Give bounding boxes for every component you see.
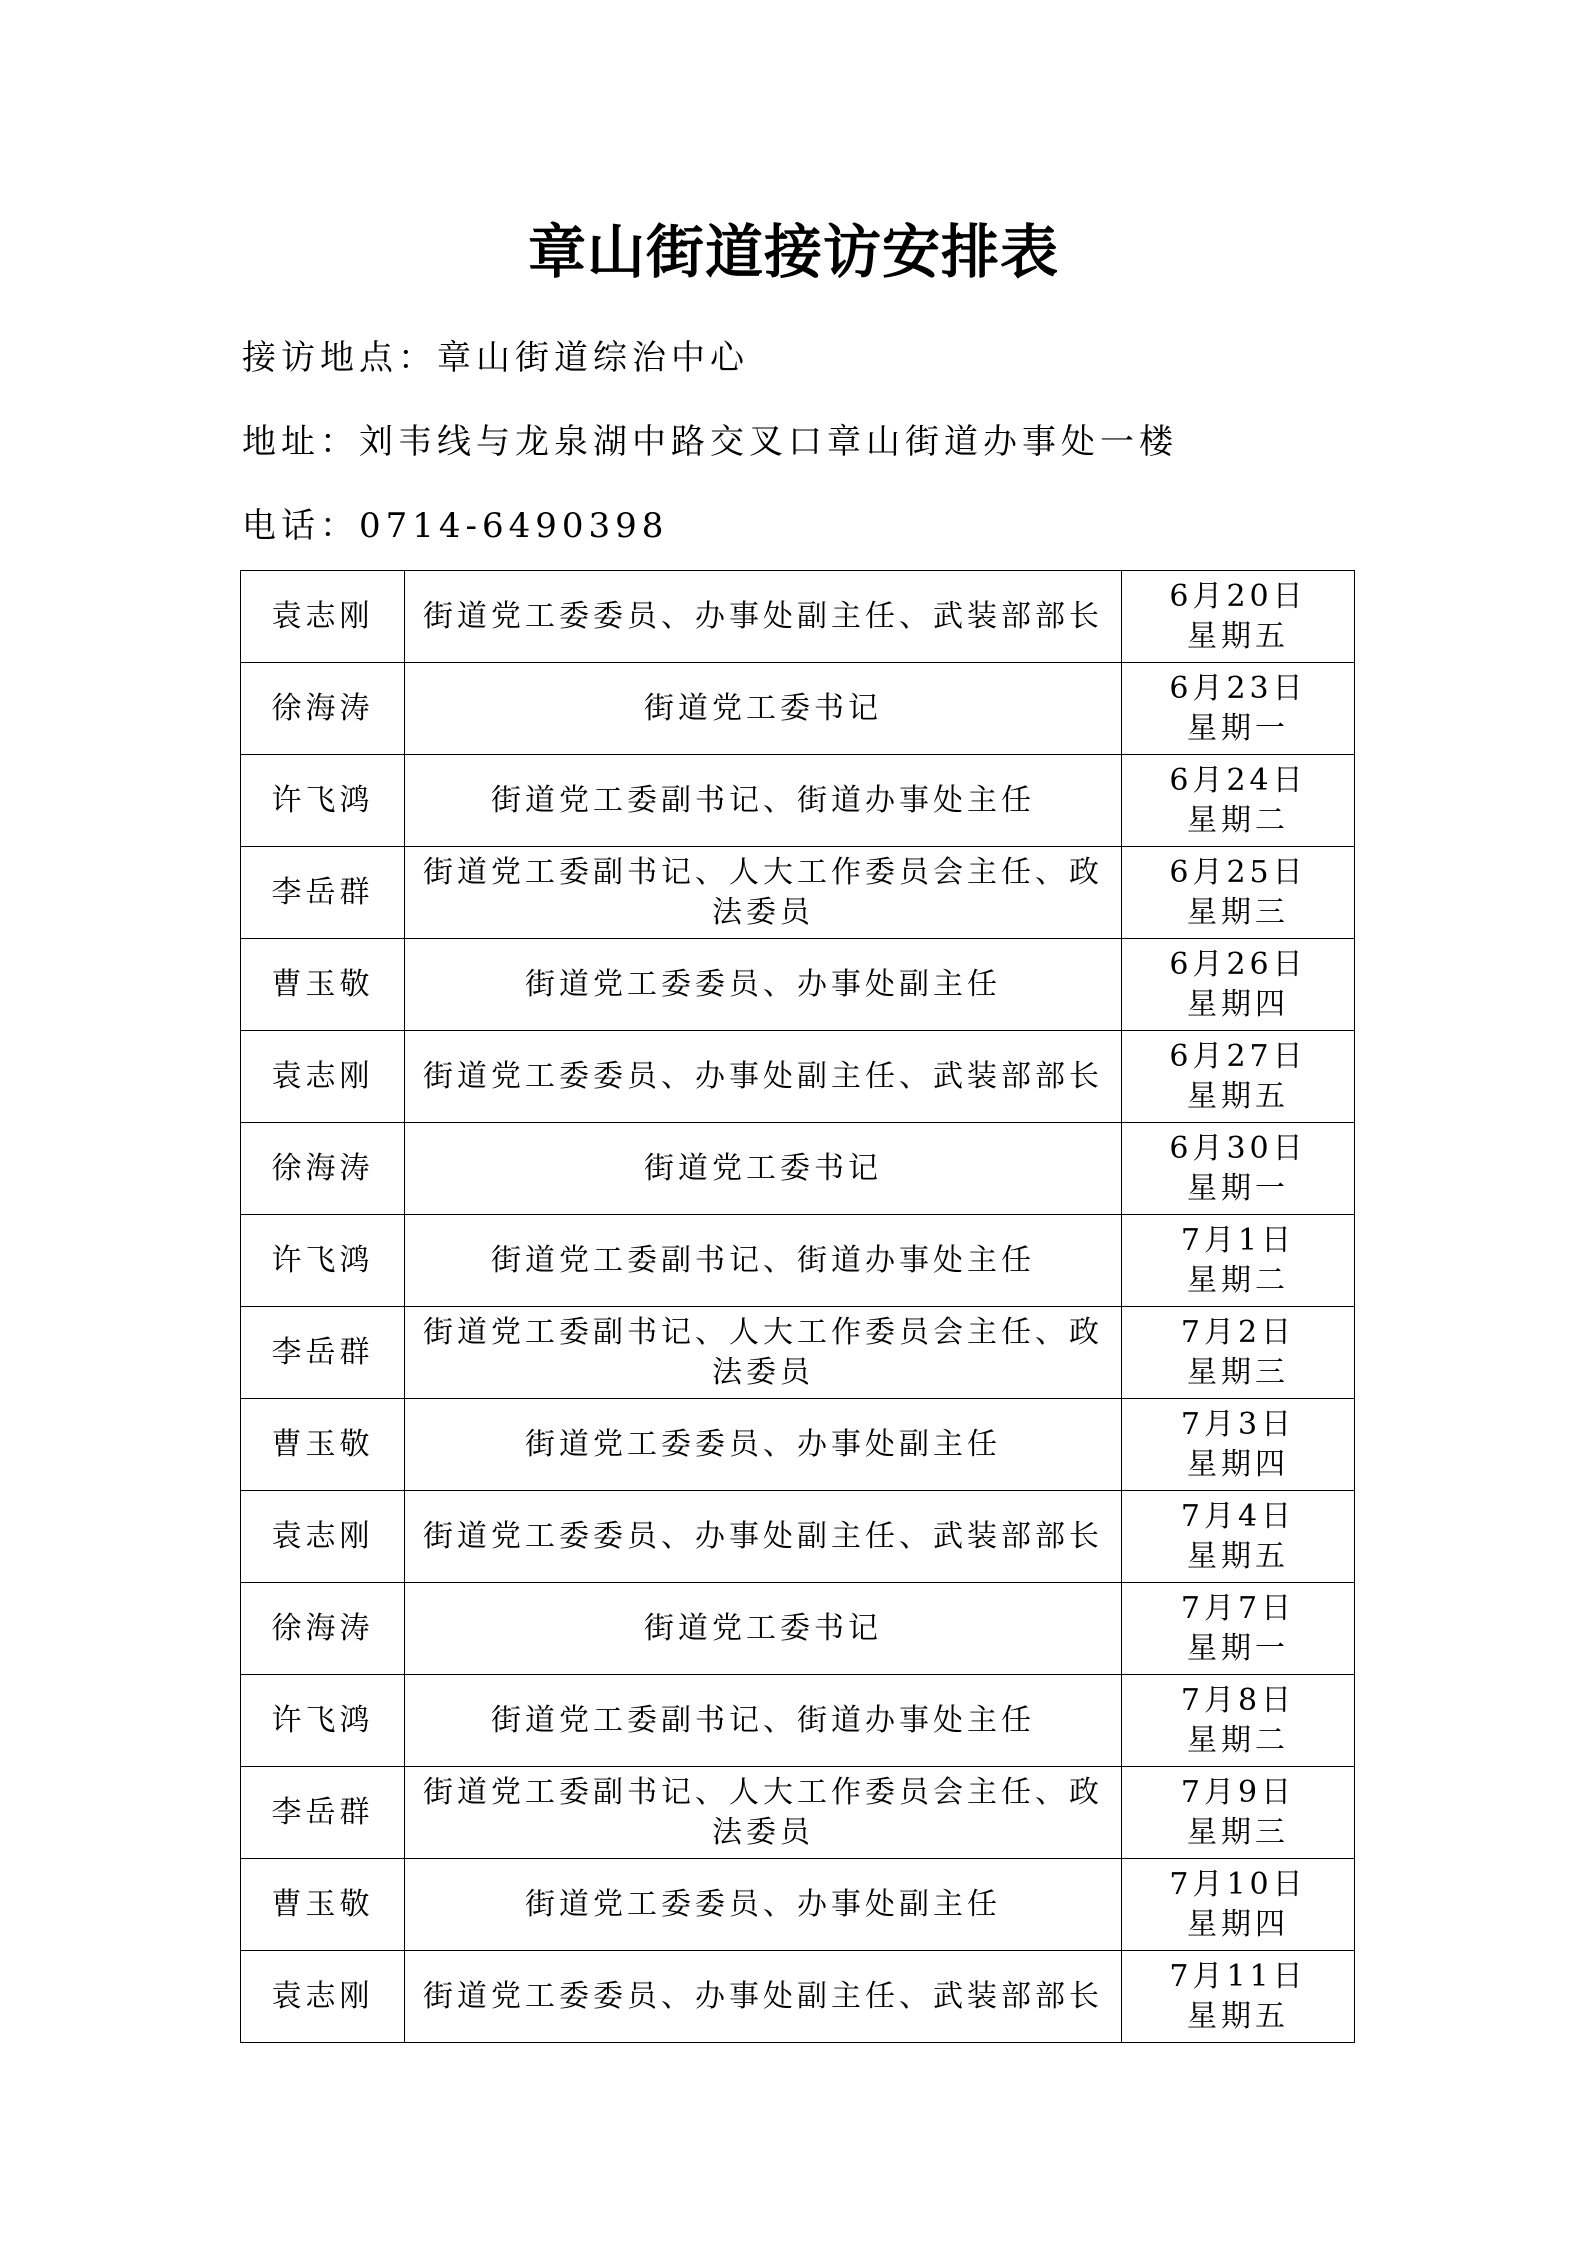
table-row (241, 1767, 1355, 1859)
reception-date-cell (1122, 1583, 1355, 1675)
official-position: 街道党工委书记 (405, 663, 1122, 755)
table-row (241, 847, 1355, 939)
reception-date: 6月20日 (1169, 578, 1307, 614)
official-position: 街道党工委副书记、街道办事处主任 (405, 755, 1122, 847)
reception-weekday: 星期二 (1187, 1722, 1289, 1758)
reception-weekday: 星期三 (1187, 894, 1289, 930)
table-row (241, 1399, 1355, 1491)
reception-weekday: 星期二 (1187, 802, 1289, 838)
reception-date: 6月27日 (1169, 1038, 1307, 1074)
reception-date: 7月11日 (1169, 1958, 1307, 1994)
reception-weekday: 星期五 (1187, 1538, 1289, 1574)
official-position: 街道党工委书记 (405, 1123, 1122, 1215)
reception-date-cell (1122, 663, 1355, 755)
schedule-table-body (241, 571, 1355, 2043)
official-name: 曹玉敬 (241, 939, 405, 1031)
reception-date: 7月3日 (1180, 1406, 1296, 1442)
reception-date: 6月24日 (1169, 762, 1307, 798)
reception-weekday: 星期五 (1187, 618, 1289, 654)
reception-date-cell (1122, 1215, 1355, 1307)
official-position: 街道党工委副书记、人大工作委员会主任、政法委员 (405, 847, 1122, 939)
reception-date-cell (1122, 1307, 1355, 1399)
reception-date-cell (1122, 1951, 1355, 2043)
official-position: 街道党工委委员、办事处副主任 (405, 1399, 1122, 1491)
official-name: 李岳群 (241, 1767, 405, 1859)
official-name: 曹玉敬 (241, 1859, 405, 1951)
official-name: 许飞鸿 (241, 1215, 405, 1307)
reception-weekday: 星期三 (1187, 1814, 1289, 1850)
reception-weekday: 星期一 (1187, 1170, 1289, 1206)
reception-weekday: 星期五 (1187, 1998, 1289, 2034)
reception-date: 7月9日 (1180, 1774, 1296, 1810)
table-row (241, 1583, 1355, 1675)
reception-date-cell (1122, 1767, 1355, 1859)
table-row (241, 1215, 1355, 1307)
reception-date-cell (1122, 1031, 1355, 1123)
official-position: 街道党工委委员、办事处副主任 (405, 939, 1122, 1031)
reception-date: 7月2日 (1180, 1314, 1296, 1350)
reception-location: 接访地点：章山街道综治中心 (242, 338, 749, 378)
reception-date: 7月4日 (1180, 1498, 1296, 1534)
reception-date: 7月10日 (1169, 1866, 1307, 1902)
official-position: 街道党工委委员、办事处副主任、武装部部长 (405, 1491, 1122, 1583)
official-name: 袁志刚 (241, 1951, 405, 2043)
table-row (241, 939, 1355, 1031)
official-name: 许飞鸿 (241, 755, 405, 847)
official-position: 街道党工委副书记、人大工作委员会主任、政法委员 (405, 1767, 1122, 1859)
reception-weekday: 星期四 (1187, 1906, 1289, 1942)
table-row (241, 1859, 1355, 1951)
table-row (241, 1123, 1355, 1215)
official-position: 街道党工委书记 (405, 1583, 1122, 1675)
reception-date: 7月1日 (1180, 1222, 1296, 1258)
table-row (241, 663, 1355, 755)
reception-date: 6月25日 (1169, 854, 1307, 890)
official-name: 李岳群 (241, 1307, 405, 1399)
table-row (241, 1951, 1355, 2043)
official-position: 街道党工委委员、办事处副主任、武装部部长 (405, 1951, 1122, 2043)
reception-date: 6月23日 (1169, 670, 1307, 706)
table-row (241, 571, 1355, 663)
official-name: 徐海涛 (241, 663, 405, 755)
reception-date-cell (1122, 1859, 1355, 1951)
reception-date-cell (1122, 1491, 1355, 1583)
reception-weekday: 星期四 (1187, 986, 1289, 1022)
reception-date-cell (1122, 755, 1355, 847)
reception-date-cell (1122, 1675, 1355, 1767)
official-name: 袁志刚 (241, 1031, 405, 1123)
official-name: 许飞鸿 (241, 1675, 405, 1767)
reception-weekday: 星期二 (1187, 1262, 1289, 1298)
official-position: 街道党工委副书记、街道办事处主任 (405, 1675, 1122, 1767)
official-name: 曹玉敬 (241, 1399, 405, 1491)
reception-weekday: 星期一 (1187, 1630, 1289, 1666)
reception-weekday: 星期三 (1187, 1354, 1289, 1390)
reception-date-cell (1122, 847, 1355, 939)
official-position: 街道党工委委员、办事处副主任、武装部部长 (405, 571, 1122, 663)
official-position: 街道党工委委员、办事处副主任、武装部部长 (405, 1031, 1122, 1123)
reception-date-cell (1122, 571, 1355, 663)
official-position: 街道党工委副书记、街道办事处主任 (405, 1215, 1122, 1307)
official-name: 徐海涛 (241, 1123, 405, 1215)
table-row (241, 1491, 1355, 1583)
phone: 电话：0714-6490398 (242, 506, 669, 546)
official-position: 街道党工委委员、办事处副主任 (405, 1859, 1122, 1951)
reception-date-cell (1122, 939, 1355, 1031)
table-row (241, 1675, 1355, 1767)
official-name: 袁志刚 (241, 571, 405, 663)
table-row (241, 1307, 1355, 1399)
address: 地址：刘韦线与龙泉湖中路交叉口章山街道办事处一楼 (242, 422, 1178, 462)
reception-date: 6月30日 (1169, 1130, 1307, 1166)
official-name: 李岳群 (241, 847, 405, 939)
reception-weekday: 星期四 (1187, 1446, 1289, 1482)
reception-date: 6月26日 (1169, 946, 1307, 982)
reception-date-cell (1122, 1123, 1355, 1215)
schedule-table (240, 570, 1355, 2043)
official-name: 徐海涛 (241, 1583, 405, 1675)
reception-weekday: 星期一 (1187, 710, 1289, 746)
official-name: 袁志刚 (241, 1491, 405, 1583)
reception-date-cell (1122, 1399, 1355, 1491)
reception-weekday: 星期五 (1187, 1078, 1289, 1114)
page-title: 章山街道接访安排表 (527, 218, 1059, 286)
reception-date: 7月8日 (1180, 1682, 1296, 1718)
table-row (241, 755, 1355, 847)
official-position: 街道党工委副书记、人大工作委员会主任、政法委员 (405, 1307, 1122, 1399)
reception-date: 7月7日 (1180, 1590, 1296, 1626)
table-row (241, 1031, 1355, 1123)
